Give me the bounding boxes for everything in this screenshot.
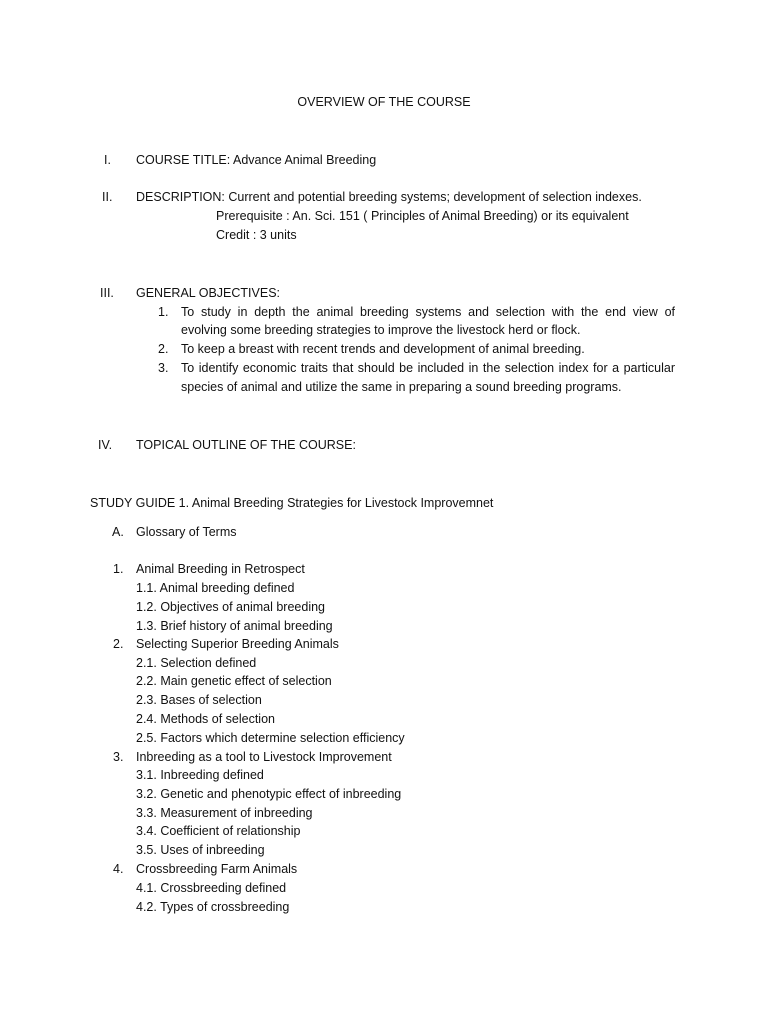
subtopic: 1.2. Objectives of animal breeding [136, 600, 325, 614]
subtopic: 2.3. Bases of selection [136, 693, 262, 707]
subtopic: 4.1. Crossbreeding defined [136, 881, 287, 895]
objective-text: To identify economic traits that should be included in the selection index for a particular [181, 361, 675, 375]
glossary-letter: A. [112, 525, 124, 539]
subtopic: 2.2. Main genetic effect of selection [136, 674, 332, 688]
subtopic: 3.2. Genetic and phenotypic effect of inbreeding [136, 787, 402, 801]
subtopic: 2.1. Selection defined [136, 656, 257, 670]
subtopic: 2.4. Methods of selection [136, 712, 275, 726]
subtopic: 2.5. Factors which determine selection efficiency [136, 731, 405, 745]
course-description: DESCRIPTION: Current and potential breeding systems; development of selection indexes. [136, 190, 642, 204]
section-numeral: I. [104, 153, 111, 167]
section-numeral: IV. [98, 438, 113, 452]
subtopic: 1.1. Animal breeding defined [136, 581, 295, 595]
subtopic: 3.3. Measurement of inbreeding [136, 806, 313, 820]
objective-text: evolving some breeding strategies to improve the livestock herd or flock. [181, 323, 581, 337]
objective-text: To keep a breast with recent trends and development of animal breeding. [181, 342, 585, 356]
study-guide-heading: STUDY GUIDE 1. Animal Breeding Strategies for Livestock Improvemnet [90, 496, 494, 510]
glossary-item: Glossary of Terms [136, 525, 237, 539]
objective-text: To study in depth the animal breeding systems and selection with the end view of [181, 305, 675, 319]
topic-title: Crossbreeding Farm Animals [136, 862, 298, 876]
topic-title: Selecting Superior Breeding Animals [136, 637, 339, 651]
credit: Credit : 3 units [216, 228, 297, 242]
topic-number: 3. [113, 750, 124, 764]
objectives-heading: GENERAL OBJECTIVES: [136, 286, 281, 300]
section-numeral: III. [100, 286, 114, 300]
topic-title: Animal Breeding in Retrospect [136, 562, 305, 576]
outline-heading: TOPICAL OUTLINE OF THE COURSE: [136, 438, 356, 452]
page-title: OVERVIEW OF THE COURSE [297, 95, 471, 109]
subtopic: 4.2. Types of crossbreeding [136, 900, 290, 914]
objective-number: 3. [158, 361, 169, 375]
objective-text: species of animal and utilize the same in preparing a sound breeding programs. [181, 380, 622, 394]
section-numeral: II. [102, 190, 113, 204]
objective-number: 1. [158, 305, 169, 319]
topic-number: 2. [113, 637, 124, 651]
topic-number: 4. [113, 862, 124, 876]
subtopic: 3.5. Uses of inbreeding [136, 843, 265, 857]
prerequisite: Prerequisite : An. Sci. 151 ( Principles of Animal Breeding) or its equivalent [216, 209, 629, 223]
course-title: COURSE TITLE: Advance Animal Breeding [136, 153, 377, 167]
subtopic: 3.1. Inbreeding defined [136, 768, 264, 782]
topic-number: 1. [113, 562, 124, 576]
subtopic: 3.4. Coefficient of relationship [136, 824, 301, 838]
subtopic: 1.3. Brief history of animal breeding [136, 619, 333, 633]
objective-number: 2. [158, 342, 169, 356]
topic-title: Inbreeding as a tool to Livestock Improvement [136, 750, 392, 764]
